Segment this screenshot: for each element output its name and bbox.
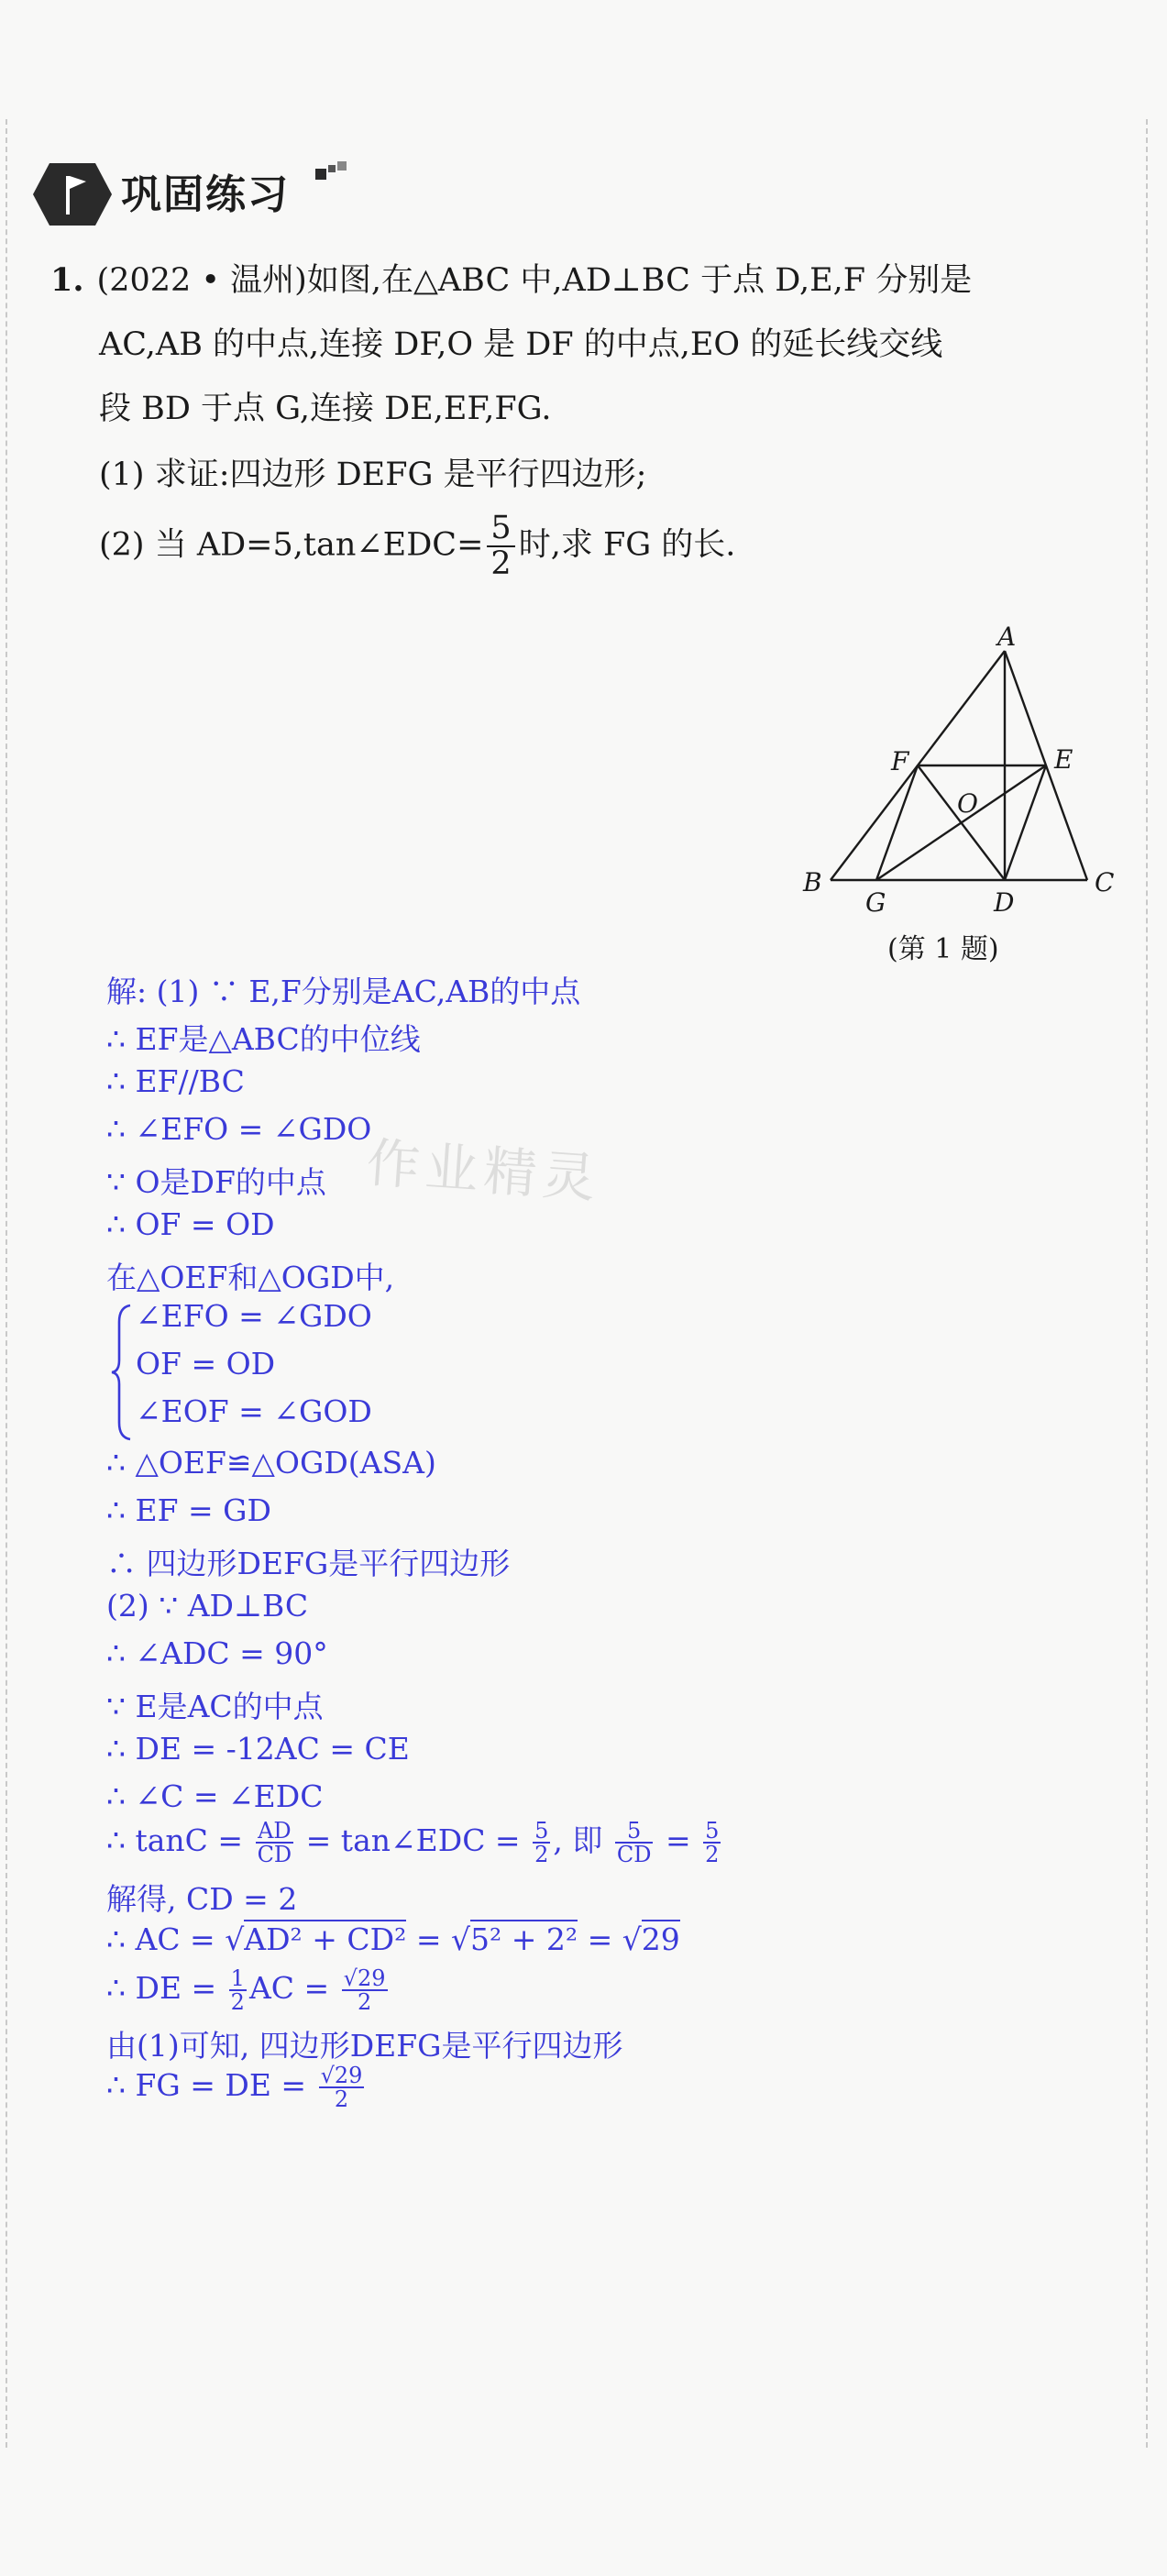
frac-numerator: 5 [487, 512, 514, 547]
radicand: 29 [641, 1921, 680, 1957]
segment-fg [876, 765, 918, 880]
brace-system [106, 1298, 473, 1450]
sqrt-symbol: √ [622, 1921, 642, 1957]
numerator: √29 [320, 2063, 363, 2088]
text-span: ∴ AC = [106, 1921, 226, 1957]
label-f: F [891, 746, 909, 776]
sol-line-21 [106, 2064, 367, 2110]
text-span: ∴ FG = DE = [106, 2067, 316, 2103]
label-d: D [994, 887, 1015, 918]
geometry-figure [788, 623, 1137, 944]
label-a: A [997, 623, 1017, 652]
sol-line-20: 由(1)可知, 四边形DEFG是平行四边形 [106, 2028, 623, 2064]
sol-line-5: ∵ O是DF的中点 [106, 1164, 326, 1200]
label-e: E [1054, 744, 1073, 775]
text-span: = [655, 1822, 701, 1858]
fraction [256, 1820, 294, 1866]
label-c: C [1095, 867, 1115, 897]
problem-text-1: (2022 • 温州)如图,在△ABC 中,AD⊥BC 于点 D,E,F 分别是 [96, 262, 973, 299]
left-brace-icon [110, 1304, 134, 1441]
sol-line-8: ∴ △OEF≌△OGD(ASA) [106, 1445, 436, 1481]
fraction [533, 1820, 550, 1866]
radicand: AD² + CD² [244, 1921, 407, 1957]
sol-line-6: ∴ OF = OD [106, 1206, 275, 1242]
segment-de [1005, 765, 1046, 880]
denominator: CD [616, 1842, 652, 1867]
sol-line-1: 解: (1) ∵ E,F分别是AC,AB的中点 [106, 974, 581, 1009]
right-dashed-border [1146, 119, 1148, 2448]
label-g: G [865, 887, 886, 918]
brace-line-1: ∠EFO = ∠GDO [136, 1298, 372, 1334]
denominator: CD [257, 1842, 292, 1867]
text-span: = tan∠EDC = [296, 1822, 531, 1858]
sol-line-19 [106, 1967, 391, 2013]
numerator: 5 [615, 1820, 654, 1844]
denominator: 2 [534, 1842, 549, 1867]
denominator: 2 [334, 2086, 349, 2112]
left-dashed-border [6, 119, 7, 2448]
sol-line-13: ∵ E是AC的中点 [106, 1689, 324, 1724]
text-span: ∴ tanC = [106, 1822, 253, 1858]
numerator: √29 [343, 1965, 386, 1991]
sol-line-18 [106, 1921, 680, 1957]
radicand: 5² + 2² [470, 1921, 578, 1957]
sol-line-11: (2) ∵ AD⊥BC [106, 1588, 309, 1624]
denominator: 2 [230, 1989, 245, 2015]
problem-line-1 [50, 255, 972, 301]
watermark: 作业精灵 [364, 1131, 603, 1210]
sol-line-15: ∴ ∠C = ∠EDC [106, 1778, 324, 1814]
numerator: 5 [534, 1818, 549, 1844]
problem-line-2: AC,AB 的中点,连接 DF,O 是 DF 的中点,EO 的延长线交线 [99, 326, 943, 363]
flag-icon [33, 163, 112, 226]
frac-denominator: 2 [490, 545, 512, 582]
numerator: 1 [230, 1965, 245, 1991]
part2-fraction [487, 512, 514, 581]
numerator: AD [256, 1820, 294, 1844]
sol-line-17: 解得, CD = 2 [106, 1881, 298, 1917]
figure-caption: (第 1 题) [887, 933, 999, 965]
fraction [615, 1820, 654, 1866]
decor-squares-icon [315, 158, 389, 185]
label-o: O [957, 788, 978, 819]
sol-line-9: ∴ EF = GD [106, 1492, 271, 1528]
brace-line-2: OF = OD [136, 1346, 276, 1382]
text-span: , 即 [553, 1822, 612, 1858]
section-header [33, 154, 381, 237]
problem-line-3: 段 BD 于点 G,连接 DE,EF,FG. [99, 391, 552, 427]
brace-line-3: ∠EOF = ∠GOD [136, 1393, 372, 1429]
sol-line-4: ∴ ∠EFO = ∠GDO [106, 1111, 372, 1147]
sqrt-symbol: √ [450, 1921, 470, 1957]
section-title: 巩固练习 [121, 171, 290, 218]
part2-post: 时,求 FG 的长. [518, 526, 736, 564]
fraction [703, 1820, 721, 1866]
segment-eg [876, 765, 1046, 880]
sqrt-symbol: √ [225, 1921, 245, 1957]
sol-line-7: 在△OEF和△OGD中, [106, 1260, 395, 1295]
problem-part-1: (1) 求证:四边形 DEFG 是平行四边形; [99, 457, 647, 493]
text-span: = [406, 1921, 451, 1957]
label-b: B [803, 867, 822, 897]
numerator: 5 [705, 1818, 720, 1844]
text-span: = [578, 1921, 622, 1957]
problem-number: 1. [50, 261, 84, 299]
sol-line-12: ∴ ∠ADC = 90° [106, 1635, 328, 1671]
problem-part-2 [99, 512, 735, 581]
fraction [319, 2064, 365, 2110]
sol-line-16 [106, 1817, 723, 1866]
text-span: ∴ DE = [106, 1970, 226, 2006]
sol-line-10: ∴ 四边形DEFG是平行四边形 [106, 1546, 511, 1581]
sol-line-2: ∴ EF是△ABC的中位线 [106, 1021, 421, 1057]
denominator: 2 [705, 1842, 720, 1867]
part2-pre: (2) 当 AD=5,tan∠EDC= [99, 526, 484, 564]
fraction [342, 1967, 388, 2013]
denominator: 2 [357, 1989, 372, 2015]
text-span: AC = [248, 1970, 339, 2006]
sol-line-14: ∴ DE = -12AC = CE [106, 1731, 410, 1767]
sol-line-3: ∴ EF//BC [106, 1063, 245, 1099]
fraction [229, 1967, 247, 2013]
